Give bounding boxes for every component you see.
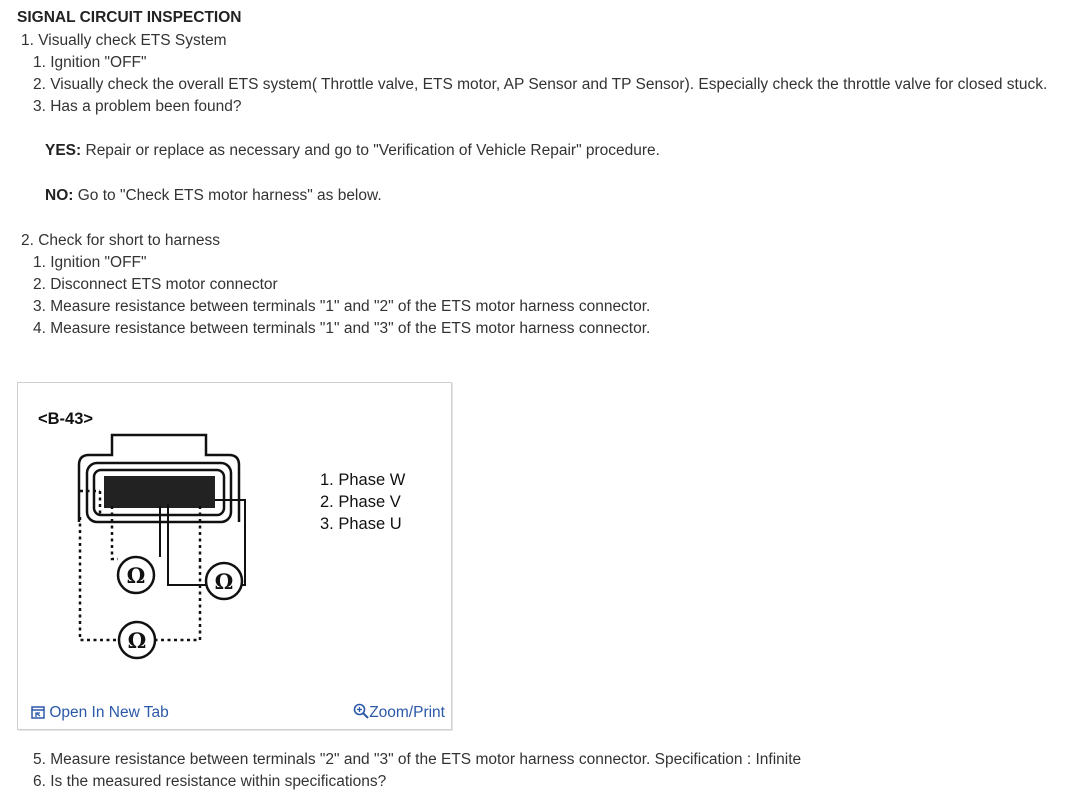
step-item: 2. Disconnect ETS motor connector: [33, 276, 278, 293]
legend-item: 1. Phase W: [320, 471, 406, 489]
step-heading: 2. Check for short to harness: [21, 232, 221, 249]
zoom-print-link[interactable]: [353, 703, 445, 723]
yes-label: YES:: [45, 142, 82, 159]
ohm-icon: Ω: [126, 563, 146, 588]
yes-answer: [45, 140, 660, 162]
step-heading: 1. Visually check ETS System: [21, 32, 227, 49]
step-item: 3. Has a problem been found?: [33, 98, 242, 115]
step-item: 2. Visually check the overall ETS system( Throttle valve, ETS motor, AP Sensor and TP Sensor). Especially check the throttle valve for closed stuck.: [33, 76, 1048, 93]
ohmmeter-1-3: [206, 563, 242, 599]
zoom-print-label: Zoom/Print: [369, 704, 445, 721]
legend-item: 2. Phase V: [320, 493, 401, 511]
no-label: NO:: [45, 187, 74, 204]
connector-label: <B-43>: [38, 410, 94, 428]
ohmmeter-2-3: [119, 622, 155, 658]
step-item: 1. Ignition "OFF": [33, 254, 147, 271]
step-item: 4. Measure resistance between terminals "1" and "3" of the ETS motor harness connector.: [33, 320, 651, 337]
open-new-tab-icon: [31, 706, 45, 719]
open-new-tab-link[interactable]: [31, 703, 169, 723]
ohm-icon: Ω: [214, 569, 234, 594]
connector-diagram: [18, 383, 451, 693]
step-item: 3. Measure resistance between terminals "1" and "2" of the ETS motor harness connector.: [33, 298, 651, 315]
connector-terminals: [104, 476, 215, 508]
page-title: SIGNAL CIRCUIT INSPECTION: [17, 9, 242, 26]
connector-figure: [17, 382, 452, 730]
step-item: 5. Measure resistance between terminals "2" and "3" of the ETS motor harness connector. Specification : Infinite: [33, 751, 802, 768]
legend-item: 3. Phase U: [320, 515, 402, 533]
zoom-icon: [353, 703, 369, 719]
yes-text: Repair or replace as necessary and go to "Verification of Vehicle Repair" procedure.: [81, 142, 660, 159]
step-item: 6. Is the measured resistance within specifications?: [33, 773, 387, 790]
ohmmeter-1-2: [118, 557, 154, 593]
open-new-tab-label: Open In New Tab: [49, 704, 169, 721]
no-answer: [45, 185, 382, 207]
step-item: 1. Ignition "OFF": [33, 54, 147, 71]
no-text: Go to "Check ETS motor harness" as below.: [73, 187, 382, 204]
ohm-icon: Ω: [127, 628, 147, 653]
